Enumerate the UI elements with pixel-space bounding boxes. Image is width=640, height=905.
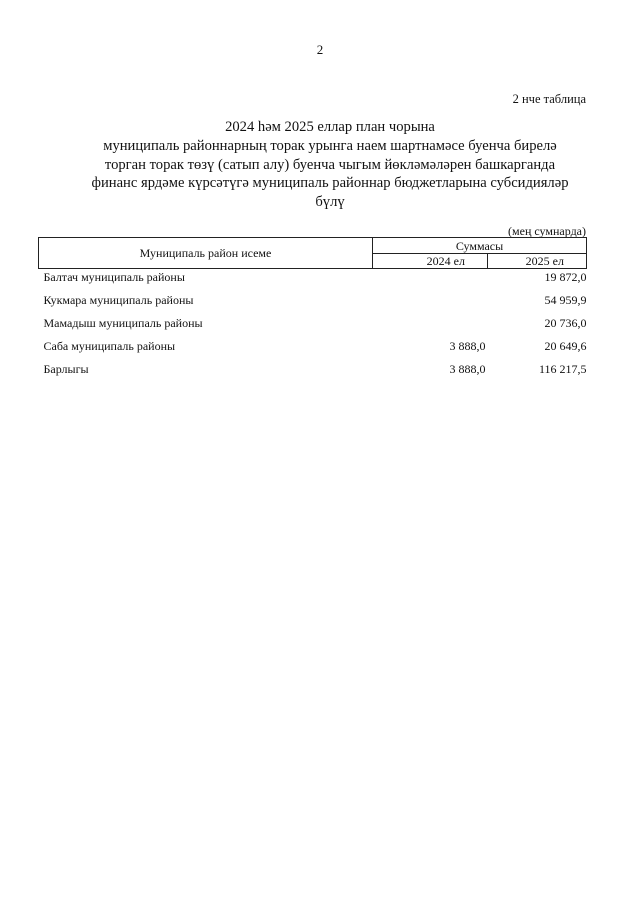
row-district-name: Балтач муниципаль районы: [43, 270, 185, 284]
row-value-2025: 20 649,6: [544, 339, 587, 353]
table-row-total: [39, 361, 587, 384]
table-label: 2 нче таблица: [512, 92, 586, 106]
header-year-2024: 2024 ел: [373, 254, 488, 269]
table-row: [39, 292, 587, 315]
row-district-name: Мамадыш муниципаль районы: [43, 316, 203, 330]
subsidy-table: [38, 237, 587, 384]
table-row: [39, 315, 587, 338]
row-total-2025: 116 217,5: [538, 362, 587, 376]
header-district-name: Муниципаль район исеме: [39, 238, 373, 269]
row-value-2024: [373, 315, 488, 338]
row-value-2024: [373, 292, 488, 315]
page-number: 2: [316, 42, 324, 57]
title-line-4: финанс ярдәме күрсәтүгә муниципаль районнар бюджетларына субсидияләр: [91, 175, 569, 192]
row-total-2024: 3 888,0: [449, 362, 486, 376]
header-year-2025: 2025 ел: [488, 254, 587, 269]
header-sums: Суммасы: [373, 238, 587, 254]
row-district-name: Кукмара муниципаль районы: [43, 293, 194, 307]
title-line-5: бүлү: [315, 194, 345, 211]
row-district-name: Саба муниципаль районы: [43, 339, 176, 353]
document-title: [60, 118, 600, 212]
row-value-2025: 54 959,9: [544, 293, 587, 307]
table-row: [39, 338, 587, 361]
table-row: [39, 269, 587, 293]
row-value-2025: 19 872,0: [544, 270, 587, 284]
units-note: (мең сумнарда): [508, 224, 586, 238]
row-value-2024: [373, 269, 488, 293]
title-line-2: муниципаль районнарның торак урынга наем шартнамәсе буенча бирелә: [103, 137, 557, 154]
title-line-3: торган торак төзү (сатып алу) буенча чыгым йөкләмәләрен башкарганда: [104, 156, 556, 173]
title-line-1: 2024 һәм 2025 еллар план чорына: [225, 119, 435, 135]
row-value-2025: 20 736,0: [544, 316, 587, 330]
row-total-label: Барлыгы: [43, 362, 89, 376]
row-value-2024: 3 888,0: [449, 339, 486, 353]
